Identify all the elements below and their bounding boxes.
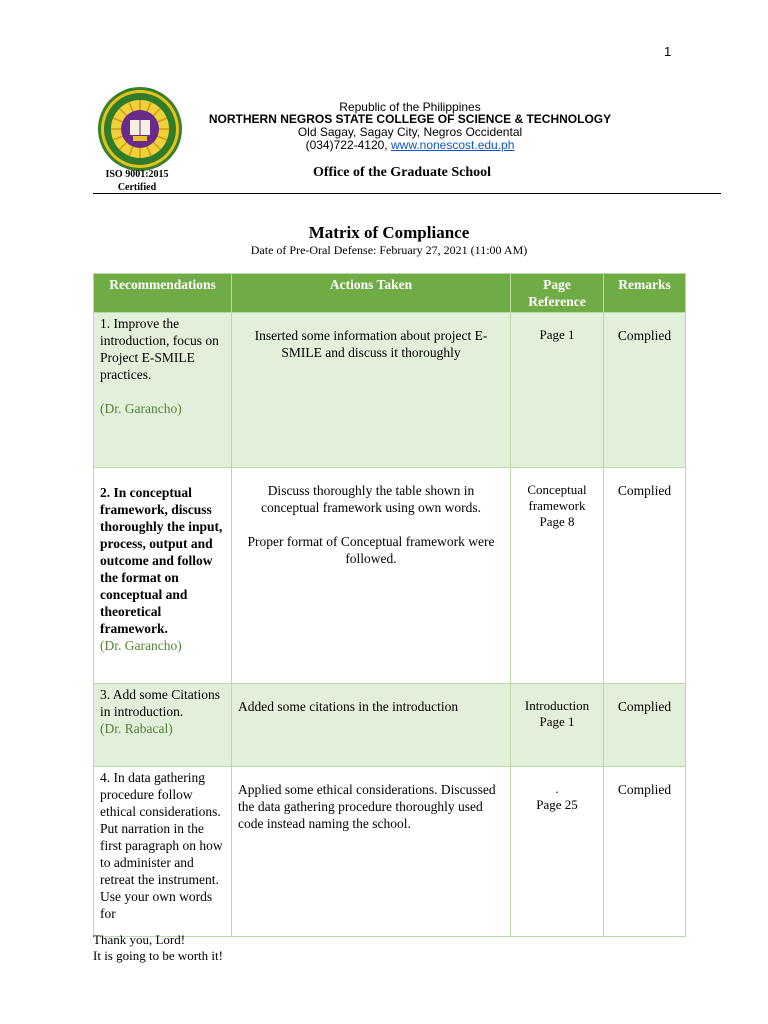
iso-standard: ISO 9001:2015 bbox=[105, 169, 169, 180]
column-header: Page Reference bbox=[511, 274, 604, 313]
recommended-by: (Dr. Garancho) bbox=[100, 638, 182, 653]
page-reference-cell bbox=[511, 767, 604, 937]
table-row bbox=[94, 767, 686, 937]
action-cell bbox=[232, 468, 511, 684]
action-cell bbox=[232, 313, 511, 468]
recommendation-text: 2. In conceptual framework, discuss thoroughly the input, process, output and outcome and follow the format on conceptual and theoretical framework. bbox=[100, 485, 223, 636]
defense-date: Date of Pre-Oral Defense: February 27, 2021 (11:00 AM) bbox=[250, 243, 528, 257]
recommendation-cell bbox=[94, 313, 232, 468]
recommendation-text: 1. Improve the introduction, focus on Project E-SMILE practices. bbox=[100, 316, 219, 382]
table-row bbox=[94, 468, 686, 684]
action-cell bbox=[232, 684, 511, 767]
table-row bbox=[94, 684, 686, 767]
footer-note bbox=[93, 932, 223, 964]
page-reference-cell bbox=[511, 468, 604, 684]
page-reference: Page 1 bbox=[539, 714, 575, 729]
college-seal-logo bbox=[97, 86, 183, 172]
column-header: Actions Taken bbox=[232, 274, 511, 313]
remarks-cell bbox=[604, 313, 686, 468]
table-header-row bbox=[94, 274, 686, 313]
page-reference-section: Conceptual framework bbox=[527, 482, 587, 513]
remarks-text: Complied bbox=[617, 782, 672, 797]
remarks-text: Complied bbox=[617, 699, 672, 714]
recommended-by: (Dr. Rabacal) bbox=[100, 721, 173, 736]
header-address: Old Sagay, Sagay City, Negros Occidental bbox=[297, 125, 523, 139]
remarks-cell bbox=[604, 767, 686, 937]
action-text: Proper format of Conceptual framework were followed. bbox=[247, 534, 495, 566]
header-college-name: NORTHERN NEGROS STATE COLLEGE OF SCIENCE & TECHNOLOGY bbox=[208, 112, 612, 126]
recommendation-cell bbox=[94, 684, 232, 767]
action-text: Inserted some information about project E-SMILE and discuss it thoroughly bbox=[254, 328, 488, 360]
page-reference-section: . bbox=[555, 781, 559, 796]
column-header: Remarks bbox=[604, 274, 686, 313]
footer-line: It is going to be worth it! bbox=[93, 948, 223, 963]
recommendation-cell bbox=[94, 767, 232, 937]
remarks-cell bbox=[604, 468, 686, 684]
page-reference: Page 1 bbox=[539, 327, 575, 342]
remarks-text: Complied bbox=[617, 483, 672, 498]
action-cell bbox=[232, 767, 511, 937]
recommendation-text: 3. Add some Citations in introduction. bbox=[100, 687, 221, 719]
table-row bbox=[94, 313, 686, 468]
iso-certified: Certified bbox=[117, 182, 157, 193]
iso-certification bbox=[96, 168, 178, 194]
page-reference-cell bbox=[511, 313, 604, 468]
recommendation-cell bbox=[94, 468, 232, 684]
page-number: 1 bbox=[664, 44, 672, 59]
remarks-cell bbox=[604, 684, 686, 767]
header-republic: Republic of the Philippines bbox=[339, 100, 481, 114]
action-text: Applied some ethical considerations. Discussed the data gathering procedure thoroughly used code instead naming the school. bbox=[238, 782, 496, 831]
page-reference: Page 25 bbox=[536, 797, 578, 812]
header-contact bbox=[190, 138, 630, 152]
page-reference: Page 8 bbox=[539, 514, 575, 529]
page-reference-cell bbox=[511, 684, 604, 767]
compliance-matrix-table bbox=[93, 273, 686, 937]
remarks-text: Complied bbox=[617, 328, 672, 343]
action-text: Added some citations in the introduction bbox=[238, 699, 459, 714]
footer-line: Thank you, Lord! bbox=[93, 932, 186, 947]
header-divider bbox=[93, 193, 721, 194]
column-header: Recommendations bbox=[94, 274, 232, 313]
website-link[interactable]: www.nonescost.edu.ph bbox=[390, 138, 515, 152]
office-name: Office of the Graduate School bbox=[312, 165, 492, 180]
action-text: Discuss thoroughly the table shown in conceptual framework using own words. bbox=[260, 483, 482, 515]
recommendation-text: 4. In data gathering procedure follow ethical considerations. Put narration in the first paragraph on how to administer and retreat the instrument. Use your own words for bbox=[100, 770, 223, 921]
header-phone: (034)722-4120, bbox=[305, 138, 391, 152]
document-title: Matrix of Compliance bbox=[308, 223, 470, 242]
page-reference-section: Introduction bbox=[524, 698, 590, 713]
recommended-by: (Dr. Garancho) bbox=[100, 401, 182, 416]
